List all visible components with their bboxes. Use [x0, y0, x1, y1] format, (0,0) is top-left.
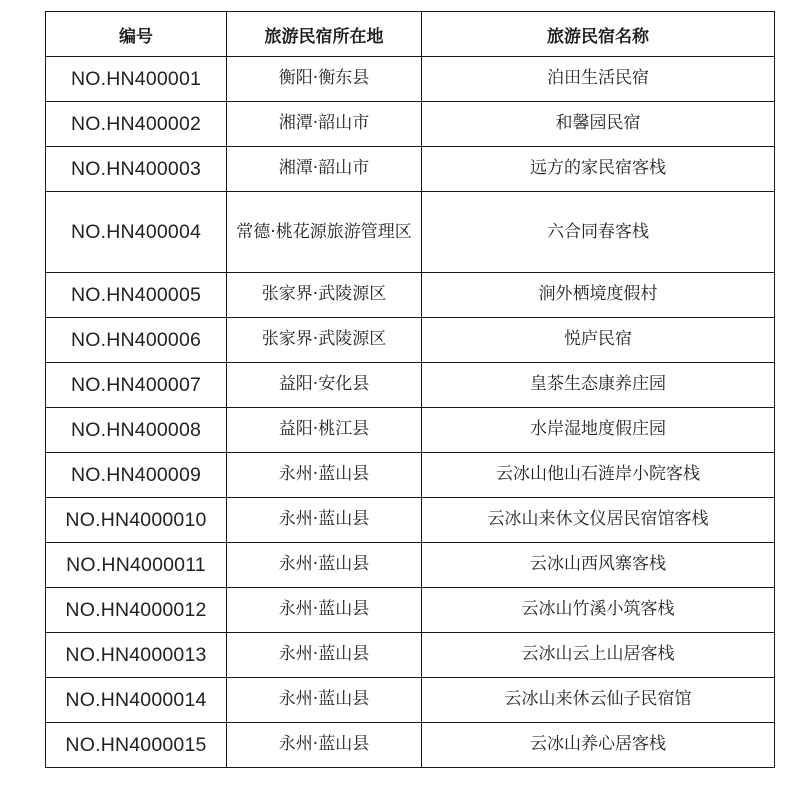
cell-code: NO.HN4000015 — [46, 723, 227, 768]
table-header — [46, 12, 775, 57]
cell-name: 云冰山西风寨客栈 — [422, 543, 775, 588]
cell-name: 云冰山来休云仙子民宿馆 — [422, 678, 775, 723]
cell-code: NO.HN400006 — [46, 318, 227, 363]
cell-location: 永州·蓝山县 — [227, 498, 422, 543]
table-body — [46, 57, 775, 768]
table-row — [46, 273, 775, 318]
table-row — [46, 543, 775, 588]
table-row — [46, 57, 775, 102]
cell-code: NO.HN400003 — [46, 147, 227, 192]
cell-name: 皇茶生态康养庄园 — [422, 363, 775, 408]
cell-location: 张家界·武陵源区 — [227, 318, 422, 363]
table-row — [46, 102, 775, 147]
cell-name: 云冰山养心居客栈 — [422, 723, 775, 768]
cell-location: 永州·蓝山县 — [227, 633, 422, 678]
cell-code: NO.HN4000014 — [46, 678, 227, 723]
cell-name: 远方的家民宿客栈 — [422, 147, 775, 192]
cell-name: 和馨园民宿 — [422, 102, 775, 147]
cell-location: 益阳·安化县 — [227, 363, 422, 408]
table-row — [46, 588, 775, 633]
header-row — [46, 12, 775, 57]
table-row — [46, 363, 775, 408]
cell-name: 云冰山来休文仪居民宿馆客栈 — [422, 498, 775, 543]
cell-location: 永州·蓝山县 — [227, 453, 422, 498]
cell-name: 云冰山竹溪小筑客栈 — [422, 588, 775, 633]
table-row — [46, 723, 775, 768]
table-row — [46, 633, 775, 678]
cell-name: 涧外栖境度假村 — [422, 273, 775, 318]
cell-name: 六合同春客栈 — [422, 192, 775, 273]
table-row — [46, 318, 775, 363]
cell-name: 云冰山他山石涟岸小院客栈 — [422, 453, 775, 498]
cell-code: NO.HN400009 — [46, 453, 227, 498]
table-row — [46, 408, 775, 453]
cell-code: NO.HN400005 — [46, 273, 227, 318]
cell-code: NO.HN400004 — [46, 192, 227, 273]
header-location: 旅游民宿所在地 — [227, 12, 422, 57]
table-row — [46, 192, 775, 273]
cell-location: 永州·蓝山县 — [227, 678, 422, 723]
cell-code: NO.HN4000010 — [46, 498, 227, 543]
cell-name: 悦庐民宿 — [422, 318, 775, 363]
table-row — [46, 498, 775, 543]
cell-code: NO.HN4000011 — [46, 543, 227, 588]
cell-code: NO.HN400007 — [46, 363, 227, 408]
homestay-table — [45, 11, 775, 768]
cell-location: 衡阳·衡东县 — [227, 57, 422, 102]
cell-code: NO.HN4000013 — [46, 633, 227, 678]
table-row — [46, 678, 775, 723]
header-name: 旅游民宿名称 — [422, 12, 775, 57]
cell-location: 益阳·桃江县 — [227, 408, 422, 453]
cell-code: NO.HN400001 — [46, 57, 227, 102]
cell-location: 湘潭·韶山市 — [227, 102, 422, 147]
table-row — [46, 453, 775, 498]
header-code: 编号 — [46, 12, 227, 57]
cell-location: 张家界·武陵源区 — [227, 273, 422, 318]
cell-code: NO.HN4000012 — [46, 588, 227, 633]
cell-code: NO.HN400002 — [46, 102, 227, 147]
cell-name: 云冰山云上山居客栈 — [422, 633, 775, 678]
cell-name: 水岸湿地度假庄园 — [422, 408, 775, 453]
cell-location: 永州·蓝山县 — [227, 588, 422, 633]
cell-location: 永州·蓝山县 — [227, 543, 422, 588]
cell-location: 永州·蓝山县 — [227, 723, 422, 768]
cell-location: 湘潭·韶山市 — [227, 147, 422, 192]
table-row — [46, 147, 775, 192]
cell-code: NO.HN400008 — [46, 408, 227, 453]
cell-location: 常德·桃花源旅游管理区 — [227, 192, 422, 273]
cell-name: 泊田生活民宿 — [422, 57, 775, 102]
